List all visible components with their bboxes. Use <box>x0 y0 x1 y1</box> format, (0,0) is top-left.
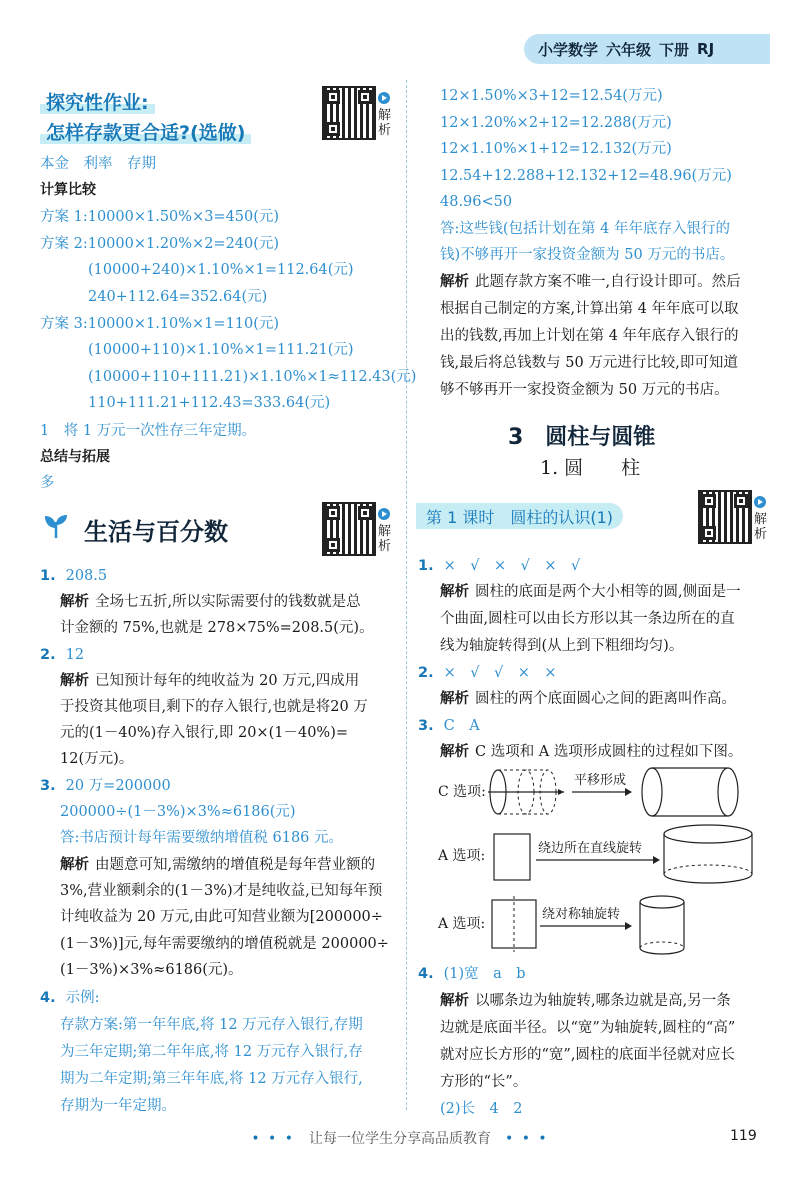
plan-line: (10000+240)×1.10%×1=112.64(元) <box>88 262 354 278</box>
answer-line: 答:这些钱(包括计划在第 4 年年底存入银行的 <box>440 221 730 237</box>
chapter-title: 3 圆柱与圆锥 <box>508 425 656 450</box>
horizontal-cylinder <box>642 768 738 816</box>
diagram-a1-arrow-text: 绕边所在直线旋转 <box>538 841 643 856</box>
q2-analysis-cont: 于投资其他项目,剩下的存入银行,也就是将20 万 <box>60 699 368 715</box>
r4-analysis: 解析 以哪条边为轴旋转,哪条边就是高,另一条 <box>440 993 731 1009</box>
right-question-2: 2. × √ √ × × <box>418 665 557 681</box>
footer-slogan: • • • 让每一位学生分享高品质教育 • • • <box>251 1131 549 1147</box>
diagram-a2-arrow-text: 绕对称轴旋转 <box>542 907 621 922</box>
compute-heading: 计算比较 <box>40 182 96 198</box>
analysis-cont: 钱,最后将总钱数与 50 万元进行比较,即可知道 <box>440 355 738 371</box>
section-title: 生活与百分数 <box>84 518 228 546</box>
wide-cylinder <box>664 825 752 883</box>
cylinder-formation-diagram <box>430 762 760 962</box>
play-icon <box>378 92 390 104</box>
question-3: 3. 20 万=200000 <box>40 778 171 794</box>
plan-line: 方案 2:10000×1.20%×2=240(元) <box>40 236 280 252</box>
question-4: 4. 示例: <box>40 990 100 1006</box>
rectangle-shape <box>494 834 530 880</box>
r4-analysis-cont: 边就是底面半径。以“宽”为轴旋转,圆柱的“高” <box>440 1020 736 1036</box>
header-subject: 小学数学 <box>538 40 599 59</box>
conclusion: 1 将 1 万元一次性存三年定期。 <box>40 423 257 439</box>
translated-circle-shape <box>488 770 564 814</box>
r1-analysis: 解析 圆柱的底面是两个大小相等的圆,侧面是一 <box>440 584 741 600</box>
plan-line: 方案 3:10000×1.10%×1=110(元) <box>40 316 280 332</box>
analysis-cont: 出的钱数,再加上计划在第 4 年年底存入银行的 <box>440 328 739 344</box>
r2-analysis: 解析 圆柱的两个底面圆心之间的距离叫作高。 <box>440 691 736 707</box>
header-volume: 下册 <box>659 40 690 59</box>
keywords: 本金 利率 存期 <box>40 156 156 172</box>
q2-analysis-cont: 元的(1－40%)存入银行,即 20×(1－40%)= <box>60 725 349 741</box>
right-question-4: 4. (1)宽 a b <box>418 966 526 982</box>
q2-analysis: 解析 已知预计每年的纯收益为 20 万元,四成用 <box>60 673 360 689</box>
calc-line: 12×1.20%×2+12=12.288(万元) <box>440 115 672 131</box>
plan-line: 方案 1:10000×1.50%×3=450(元) <box>40 209 280 225</box>
q3-analysis-cont: (1－3%)×3%≈6186(元)。 <box>60 962 243 978</box>
plan-line: 110+111.21+112.43=333.64(元) <box>88 395 331 411</box>
q1-analysis-cont: 计金额的 75%,也就是 278×75%=208.5(元)。 <box>60 620 374 636</box>
qr-label: 解析 <box>754 512 768 542</box>
qr-code-icon <box>322 86 376 140</box>
qr-code-icon <box>322 502 376 556</box>
analysis: 解析 此题存款方案不唯一,自行设计即可。然后 <box>440 274 741 290</box>
diagram-c-label: C 选项: <box>438 784 486 800</box>
leaf-icon <box>42 512 70 540</box>
inquiry-banner-line2: 怎样存款更合适?(选做) <box>40 118 251 145</box>
diagram-c-arrow-text: 平移形成 <box>574 773 627 788</box>
q3-answer: 答:书店预计每年需要缴纳增值税 6186 元。 <box>60 830 344 846</box>
calc-line: 12×1.50%×3+12=12.54(万元) <box>440 88 663 104</box>
inquiry-banner-line1: 探究性作业: <box>40 88 155 115</box>
q4-plan: 期为二年定期;第三年年底,将 12 万元存入银行, <box>60 1071 363 1087</box>
r3-analysis: 解析 C 选项和 A 选项形成圆柱的过程如下图。 <box>440 744 743 760</box>
diagram-a1-label: A 选项: <box>438 848 486 864</box>
calc-line: 12×1.10%×1+12=12.132(万元) <box>440 141 672 157</box>
calc-line: 48.96<50 <box>440 194 513 210</box>
r4-analysis-cont: 方形的“长”。 <box>440 1074 528 1090</box>
r1-analysis-cont: 个曲面,圆柱可以由长方形以其一条边所在的直 <box>440 611 735 627</box>
summary-heading: 总结与拓展 <box>40 449 110 465</box>
narrow-cylinder <box>640 896 684 954</box>
q3-analysis-cont: 计纯收益为 20 万元,由此可知营业额为[200000÷ <box>60 909 383 925</box>
qr-code-icon <box>698 490 752 544</box>
question-2: 2. 12 <box>40 647 85 663</box>
right-question-3: 3. C A <box>418 718 480 734</box>
q3-analysis-cont: (1－3%)]元,每年需要缴纳的增值税就是 200000÷ <box>60 936 389 952</box>
question-1: 1. 208.5 <box>40 568 108 584</box>
calc-line: 12.54+12.288+12.132+12=48.96(万元) <box>440 168 732 184</box>
plan-line: (10000+110)×1.10%×1=111.21(元) <box>88 342 354 358</box>
q2-analysis-cont: 12(万元)。 <box>60 751 134 767</box>
play-icon <box>754 496 766 508</box>
header-grade: 六年级 <box>606 40 652 59</box>
plan-line: (10000+110+111.21)×1.10%×1≈112.43(元) <box>88 369 417 385</box>
play-icon <box>378 508 390 520</box>
answer-line: 钱)不够再开一家投资金额为 50 万元的书店。 <box>440 247 735 263</box>
r4-answer-2: (2)长 4 2 <box>440 1101 523 1117</box>
q3-analysis: 解析 由题意可知,需缴纳的增值税是每年营业额的 <box>60 857 376 873</box>
analysis-cont: 够不够再开一家投资金额为 50 万元的书店。 <box>440 382 729 398</box>
qr-label: 解析 <box>378 108 392 138</box>
column-divider <box>406 80 407 1110</box>
diagram-a2-label: A 选项: <box>438 916 486 932</box>
lesson-banner: 第 1 课时 圆柱的认识(1) <box>416 503 623 529</box>
r4-analysis-cont: 就对应长方形的“宽”,圆柱的底面半径就对应长 <box>440 1047 735 1063</box>
q3-analysis-cont: 3%,营业额剩余的(1－3%)才是纯收益,已知每年预 <box>60 883 383 899</box>
qr-label: 解析 <box>378 524 392 554</box>
q4-plan: 为三年定期;第二年年底,将 12 万元存入银行,存 <box>60 1044 363 1060</box>
q3-calc: 200000÷(1－3%)×3%≈6186(元) <box>60 804 296 820</box>
plan-line: 240+112.64=352.64(元) <box>88 289 268 305</box>
q4-plan: 存期为一年定期。 <box>60 1098 176 1114</box>
header-tab <box>524 34 770 64</box>
header-edition: RJ <box>697 40 715 58</box>
summary-answer: 多 <box>40 475 55 491</box>
analysis-cont: 根据自己制定的方案,计算出第 4 年年底可以取 <box>440 301 739 317</box>
q4-plan: 存款方案:第一年年底,将 12 万元存入银行,存期 <box>60 1017 363 1033</box>
page-number: 119 <box>730 1128 757 1144</box>
q1-analysis: 解析 全场七五折,所以实际需要付的钱数就是总 <box>60 594 361 610</box>
r1-analysis-cont: 线为轴旋转得到(从上到下粗细均匀)。 <box>440 638 684 654</box>
chapter-subtitle: 1. 圆 柱 <box>540 457 641 479</box>
right-question-1: 1. × √ × √ × √ <box>418 558 581 574</box>
